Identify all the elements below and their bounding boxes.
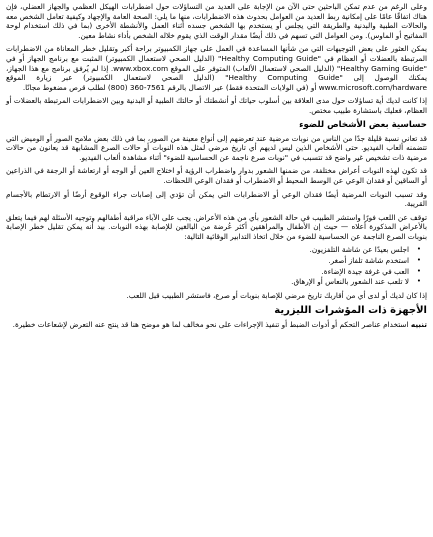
- bullet-icon: •: [416, 245, 421, 254]
- photosensitive-paragraph-1: قد تعاني نسبة قليلة جدًا من الناس من نوبات مرضية عند تعرضهم إلى أنواع معينة من الصور، بما في ذلك بعض ملامح الصور أو الوميض التي تتضمنه ألعاب الفيديو. حتى الأشخاص الذين ليس لديهم أي تاريخ مرضي لمثل هذه النوبات أو حالات الصرع المشابهة قد يعانون من حالات مرضية ذات تشخيص غير واضح قد تتسبب في "نوبات صرع ناجمة عن الحساسية للضوء" أثناء مشاهدة ألعاب الفيديو.: [6, 133, 427, 162]
- list-item: • لا تلعب عند الشعور بالنعاس أو الإرهاق.: [291, 277, 421, 287]
- list-item: • اجلس بعيدًا عن شاشة التلفزيون.: [309, 245, 421, 255]
- bullet-icon: •: [416, 266, 421, 275]
- intro-paragraph: وعلى الرغم من عدم تمكن الباحثين حتى الآن من الإجابة على العديد من التساؤلات حول اضطرابات الهيكل العظمي والجهاز العضلي، فإن هناك اتفاقًا عامًا على إمكانية ربط العديد من العوامل بحدوث هذه الاضطرابات، منها ما يلي: الصحة العامة والإجهاد وكيفية تعامل الشخص معه والحالات الطبية والبدنية والطريقة التي يجلس أو يستخدم بها الشخص جسده أثناء العمل والأنشطة الأخرى (بما في ذلك استخدام لوحة المفاتيح أو الماوس). ومن العوامل التي تسهم في ذلك أيضًا مقدار الوقت الذي يقوم خلاله الشخص بأداء نشاط معين.: [6, 2, 427, 40]
- photosensitive-paragraph-2: قد تكون لهذه النوبات أعراض مختلفة، من ضمنها الشعور بدوار واضطراب الرؤية أو اختلاج العين أو الوجه أو ارتعاشة أو الرجفة في الذراعين أو الساقين أو فقدان الوعي عن الوسط المحيط أو الاضطراب أو فقدان الوعي اللحظات.: [6, 166, 427, 185]
- laser-text: استخدام عناصر التحكم أو أدوات الضبط أو تنفيذ الإجراءات على نحو مخالف لما هو موضح هنا قد ينتج عنه التعرض لإشعاعات خطيرة.: [12, 320, 411, 330]
- guide-paragraph: يمكن العثور على بعض التوجيهات التي من شأنها المساعدة في العمل على جهاز الكمبيوتر براحة أكبر وتقليل خطر المعاناة من الاضطرابات المرتبطة بالعضلات أو العظام في "Healthy Computing Guide" (الدليل الصحي لاستعمال الكمبيوتر) المثبت مع برنامج الجهاز أو في "Healthy Gaming Guide" (الدليل الصحي لاستعمال الألعاب) المتوفر على الموقع www.xbox.com. إذا لم يُرفق برنامج مع هذا الجهاز، يمكنك الوصول إلى "Healthy Computing Guide" (الدليل الصحي لاستعمال الكمبيوتر) عبر زيارة الموقع www.microsoft.com/hardware أو (في الولايات المتحدة فقط) عبر الاتصال بالرقم 7561-360 (800) لطلب قرص مضغوط مجانًا.: [6, 44, 428, 92]
- precautions-list: [6, 245, 427, 286]
- list-item: • استخدم شاشة تلفاز أصغر.: [328, 256, 421, 266]
- photosensitive-heading: حساسية بعض الأشخاص للضوء: [299, 119, 427, 130]
- doctor-paragraph: إذا كانت لديك أية تساؤلات حول مدى العلاقة بين أسلوب حياتك أو أنشطتك أو حالتك الطبية أو البدنية وبين الاضطرابات المرتبطة بالعضلات أو العظام، فعليك باستشارة طبيب مختص.: [6, 96, 427, 115]
- list-item: • العب في غرفة جيدة الإضاءة.: [321, 266, 421, 276]
- laser-heading: الأجهزة ذات المؤشرات الليزرية: [274, 305, 427, 317]
- bullet-icon: •: [416, 256, 421, 265]
- bullet-icon: •: [416, 277, 421, 286]
- photosensitive-paragraph-3: وقد تسبب النوبات المرضية أيضًا فقدان الوعي أو الاضطرابات التي يمكن أن تؤدي إلى إصابات جراء الوقوع أرضًا أو الارتطام بالأجسام القريبة.: [6, 189, 427, 209]
- photosensitive-paragraph-4: توقف عن اللعب فورًا واستشر الطبيب في حالة الشعور بأي من هذه الأعراض. يجب على الآباء مراقبة أطفالهم وتوجيه الأسئلة لهم فيما يتعلق بالأعراض المذكورة أعلاه — حيث إن الأطفال والمراهقين أكثر عُرضة من البالغين للإصابة بهذه النوبات. بيد أنه يمكن تقليل خطر الإصابة بنوبات الصرع الناجمة عن الحساسية للضوء من خلال اتخاذ التدابير الوقائية التالية:: [6, 212, 427, 241]
- laser-paragraph: [6, 320, 427, 330]
- caution-label: تنبيه: [410, 320, 427, 330]
- photosensitive-paragraph-5: إذا كان لديك أو لدى أي من أقاربك تاريخ مرضي للإصابة بنوبات أو صرع، فاستشر الطبيب قبل اللعب.: [126, 290, 427, 300]
